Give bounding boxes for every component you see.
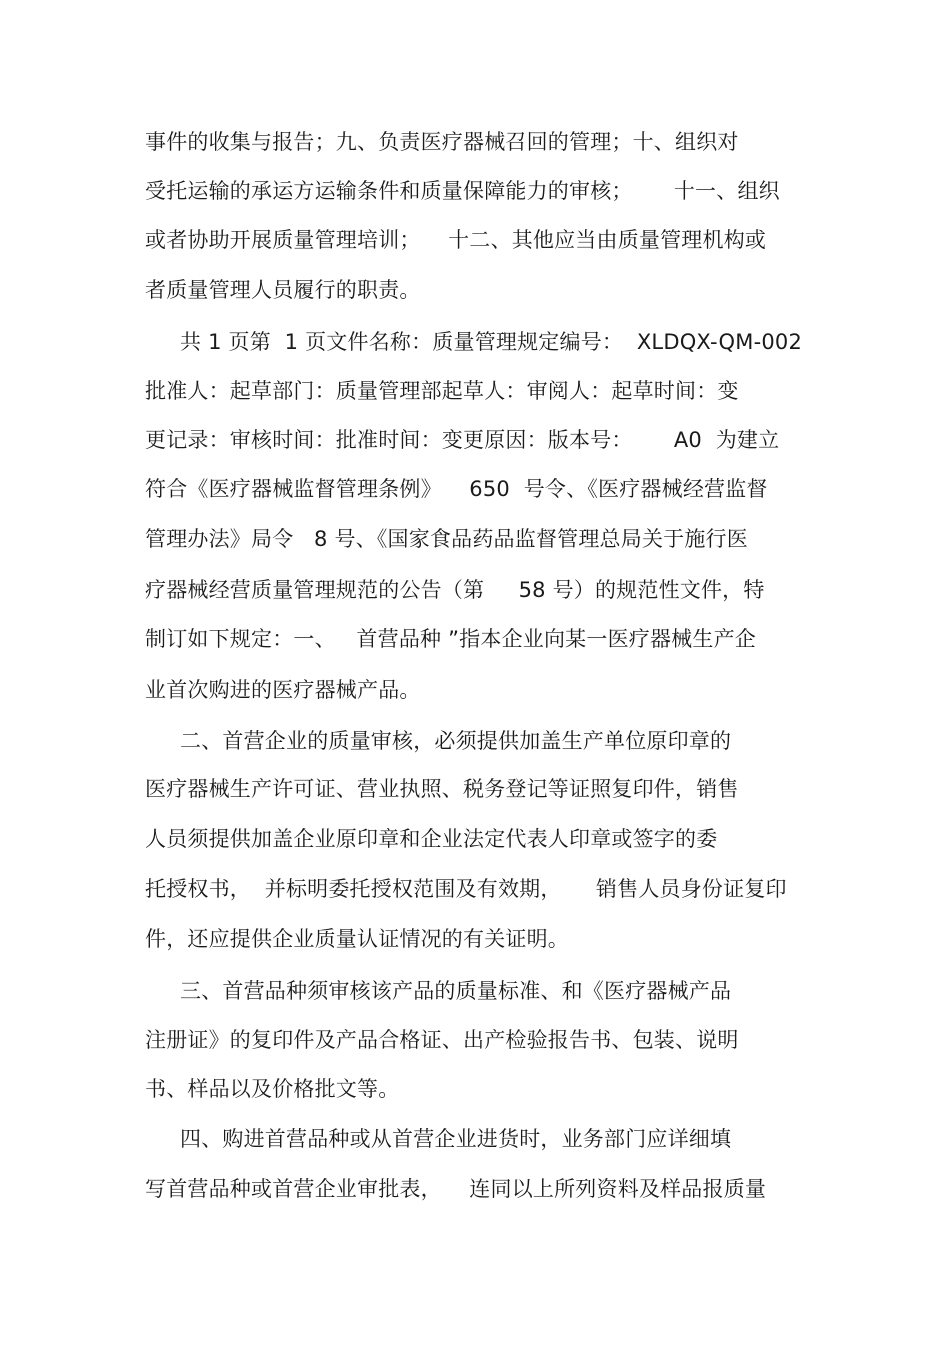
text-line-21: 四、购进首营品种或从首营企业进货时，业务部门应详细填: [180, 1127, 732, 1151]
text-line-4: 者质量管理人员履行的职责。: [145, 278, 421, 302]
text-line-7: 更记录：审核时间：批准时间：变更原因：版本号： A0 为建立: [145, 428, 780, 452]
text-line-20: 书、样品以及价格批文等。: [145, 1077, 400, 1101]
text-line-18: 三、首营品种须审核该产品的质量标准、和《医疗器械产品: [180, 979, 732, 1003]
text-line-15: 人员须提供加盖企业原印章和企业法定代表人印章或签字的委: [145, 827, 718, 851]
text-line-22: 写首营品种或首营企业审批表， 连同以上所列资料及样品报质量: [145, 1177, 767, 1201]
text-line-3: 或者协助开展质量管理培训； 十二、其他应当由质量管理机构或: [145, 228, 767, 252]
text-line-2: 受托运输的承运方运输条件和质量保障能力的审核； 十一、组织: [145, 179, 780, 203]
text-line-1: 事件的收集与报告；九、负责医疗器械召回的管理；十、组织对: [145, 130, 739, 154]
text-line-5: 共 1 页第 1 页文件名称：质量管理规定编号： XLDQX-QM-002: [180, 330, 803, 354]
text-line-10: 疗器械经营质量管理规范的公告（第 58 号）的规范性文件，特: [145, 578, 765, 602]
text-line-9: 管理办法》局令 8 号、《国家食品药品监督管理总局关于施行医: [145, 527, 748, 551]
text-line-19: 注册证》的复印件及产品合格证、出产检验报告书、包装、说明: [145, 1028, 739, 1052]
text-line-16: 托授权书， 并标明委托授权范围及有效期， 销售人员身份证复印: [145, 877, 787, 901]
text-line-8: 符合《医疗器械监督管理条例》 650 号令、《医疗器械经营监督: [145, 477, 768, 501]
text-line-17: 件，还应提供企业质量认证情况的有关证明。: [145, 927, 569, 951]
text-line-13: 二、首营企业的质量审核，必须提供加盖生产单位原印章的: [180, 729, 732, 753]
text-line-6: 批准人：起草部门：质量管理部起草人：审阅人：起草时间：变: [145, 379, 739, 403]
text-line-12: 业首次购进的医疗器械产品。: [145, 678, 421, 702]
text-line-14: 医疗器械生产许可证、营业执照、税务登记等证照复印件，销售: [145, 777, 739, 801]
text-line-11: 制订如下规定：一、 首营品种 ”指本企业向某一医疗器械生产企: [145, 627, 756, 651]
